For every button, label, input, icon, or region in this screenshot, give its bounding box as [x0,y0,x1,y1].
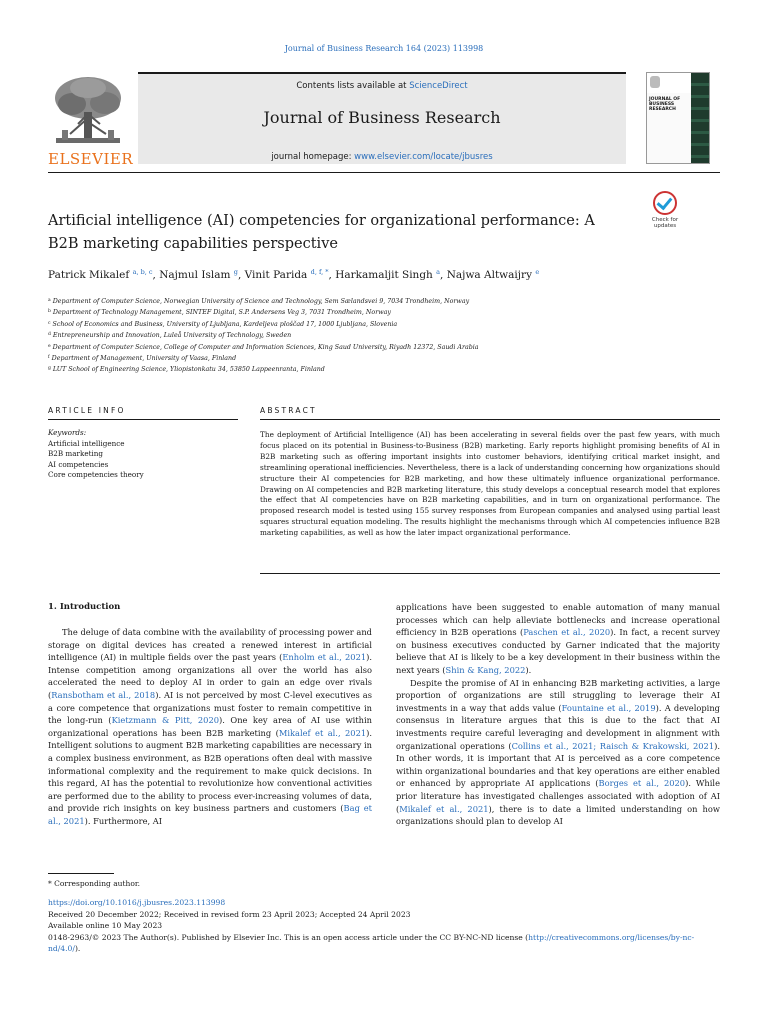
elsevier-tree-icon [50,74,126,148]
citation-link[interactable]: Bag et al., 2021 [48,803,372,826]
paragraph-text: ). Intelligent solutions to augment B2B marketing capabilities are necessary in a complex business environment, as B2B operations often deal with massive informational complexity and the requirement to make quick decisions. In this regard, AI has the potential to revolutionize how conventional activities are performed due to the ability to process ever-increasing volumes of data, and provide rich insights on key business partners and customers ( [48,727,372,814]
crossmark-icon [653,191,677,215]
paragraph-text: ). One key area of AI use within organizational operations has been B2B marketing ( [48,715,372,738]
affiliation-item: $^f$ Department of Management, University of Vaasa, Finland [48,355,237,363]
paragraph-text: ). Intense competition among organizations all over the world has also accelerated the need to deploy AI in order to gain an edge over rivals ( [48,652,373,700]
cover-stripe [691,73,709,164]
keyword: AI competencies [48,459,109,469]
front-matter [48,897,724,955]
affiliation-marker[interactable]: a [436,268,441,276]
affiliation-marker[interactable]: a, b, c [132,268,153,276]
affiliation-item: $^g$ LUT School of Engineering Science, Yliopistonkatu 34, 53850 Lappeenranta, Finland [48,366,325,374]
abstract-bottom-rule [260,573,720,574]
paper-title-line-1: Artificial intelligence (AI) competencies for organizational performance: A [48,213,595,229]
citation-link[interactable]: Fountaine et al., 2019 [561,702,656,713]
citation-link[interactable]: Ransbotham et al., 2018 [51,689,156,700]
running-head[interactable]: Journal of Business Research 164 (2023) 113998 [284,44,484,53]
elsevier-logo[interactable] [48,74,134,168]
paper-title [48,210,638,256]
paragraph [396,601,720,677]
body-column-left [48,626,372,828]
journal-title[interactable]: Journal of Business Research [263,108,501,127]
contents-line [138,81,626,91]
license-line: 0148-2963/© 2023 The Author(s). Published by Elsevier Inc. This is an open access article under the CC BY-NC-ND license (http://creativecommons.org/licenses/by-nc-nd/4.0/). [48,932,695,954]
license-link[interactable]: http://creativecommons.org/licenses/by-nc-nd/4.0/ [48,932,695,954]
masthead-rule [48,172,720,173]
paragraph-text: ). In fact, a recent survey on business executives conducted by Garner indicated that the majority believe that AI is likely to be a key development in their business within the next years ( [396,627,720,675]
homepage-prefix: journal homepage: [271,152,355,162]
abstract-text: The deployment of Artificial Intelligence (AI) has been accelerating in several fields over the past few years, with much focus placed on its potential in Business-to-Business (B2B) marketing. Early reports highlight promising benefits of AI in B2B marketing such as offering important insights into customer behaviors, identifying critical market insight, and streamlining operational inefficiencies. Nevertheless, there is a lack of understanding concerning how organizations should structure their AI competencies for B2B marketing, and how these ultimately influence organizational performance. Drawing on AI competencies and B2B marketing literature, this study develops a conceptual research model that explores the effect that AI competencies have on B2B marketing capabilities, and in turn on organizational performance. The proposed research model is tested using 155 survey responses from European companies and analysed using partial least squares structural equation modeling. The results highlight the mechanisms through which AI competencies influence B2B marketing capabilities, as well as how the later impact organizational performance. [260,430,720,538]
citation-link[interactable]: Borges et al., 2020 [598,778,686,789]
paragraph-text: ). [525,664,532,675]
crossmark-label: Check for updates [651,217,679,229]
keywords-block [48,428,238,481]
cover-title: JOURNAL OF BUSINESS RESEARCH [649,97,681,112]
affiliation-marker[interactable]: g [233,268,238,276]
affiliation-marker[interactable]: d, f, * [310,268,329,276]
paragraph-text: ). Furthermore, AI [84,815,163,826]
sciencedirect-link[interactable]: ScienceDirect [409,81,468,91]
journal-cover-thumbnail[interactable] [646,72,710,164]
paragraph-text: ). AI is not perceived by most C-level executives as a core competence that organizations must foster to remain competitive in the long-run ( [48,689,372,726]
affiliation-list [48,296,728,376]
received-dates: Received 20 December 2022; Received in revised form 23 April 2023; Accepted 24 April 2023 [48,909,411,919]
affiliation-item: $^d$ Entrepreneurship and Innovation, Luleå University of Technology, Sweden [48,332,292,340]
citation-link[interactable]: Mikalef et al., 2021 [278,727,367,738]
contents-prefix: Contents lists available at [296,81,410,91]
citation-link[interactable]: Kietzmann & Pitt, 2020 [111,715,220,726]
article-info-rule [48,419,238,420]
affiliation-item: $^c$ School of Economics and Business, University of Ljubljana, Kardeljeva ploščad 17, 1000 Ljubljana, Slovenia [48,320,398,328]
paragraph [48,626,372,828]
footnote-rule [48,873,114,874]
affiliation-marker[interactable]: e [535,268,540,276]
available-online: Available online 10 May 2023 [48,921,163,931]
elsevier-wordmark: ELSEVIER [48,150,134,168]
body-column-right [396,601,720,828]
homepage-line [138,152,626,162]
citation-link[interactable]: Collins et al., 2021; Raisch & Krakowski, 2021 [511,740,715,751]
author[interactable]: Harkamaljit Singh $^a$, [335,268,447,281]
masthead [48,70,720,166]
journal-homepage-link[interactable]: www.elsevier.com/locate/jbusres [354,152,493,162]
introduction-heading: 1. Introduction [48,602,121,612]
masthead-banner [138,72,626,164]
author[interactable]: Vinit Parida $^{d, f, *}$, [244,268,336,281]
paragraph-text: The deluge of data combine with the availability of processing power and storage on digital devices has created a renewed interest in artificial intelligence (AI) in multiple fields over the past years ( [48,627,372,663]
author[interactable]: Patrick Mikalef $^{a, b, c}$, [48,268,160,281]
keyword: B2B marketing [48,449,103,458]
author[interactable]: Najwa Altwaijry $^e$ [446,268,540,281]
paragraph [396,677,720,828]
author-list [48,268,728,281]
paragraph-text: ), there is to date a limited understanding on how organizations should plan to develop AI [396,803,720,827]
citation-link[interactable]: Shin & Kang, 2022 [445,664,526,675]
keywords-label: Keywords: [48,428,87,437]
crossmark-button[interactable] [644,191,686,233]
affiliation-item: $^e$ Department of Computer Science, College of Computer and Information Sciences, King Saud University, Riyadh 12372, Saudi Arabia [48,343,479,351]
cover-tree-icon [650,76,660,88]
keyword: Core competencies theory [48,470,144,479]
author[interactable]: Najmul Islam $^g$, [159,268,245,281]
citation-link[interactable]: Enholm et al., 2021 [282,652,367,663]
citation-link[interactable]: Mikalef et al., 2021 [399,803,489,814]
abstract-heading: ABSTRACT [260,406,317,415]
citation-link[interactable]: Paschen et al., 2020 [523,627,611,638]
affiliation-item: $^b$ Department of Technology Management, SINTEF Digital, S.P. Andersens Veg 3, 7031 Trondheim, Norway [48,309,391,317]
affiliation-item: $^a$ Department of Computer Science, Norwegian University of Science and Technology, Sem Sælandsvei 9, 7034 Trondheim, Norway [48,298,470,305]
paragraph-text: applications have been suggested to enable automation of many manual processes which can help alleviate bottlenecks and increase operational efficiency in B2B operations ( [396,602,720,638]
doi-link[interactable]: https://doi.org/10.1016/j.jbusres.2023.113998 [48,898,226,907]
paragraph-text: ). In other words, it is important that AI is perceived as a core competence within organizational boundaries and that key operations are either enabled or enhanced by appropriate AI applications ( [396,740,720,789]
paper-title-line-2: B2B marketing capabilities perspective [48,236,338,252]
paragraph-text: ). While prior literature has investigated challenges associated with adoption of AI ( [396,778,720,814]
article-info-heading: ARTICLE INFO [48,406,126,415]
keyword: Artificial intelligence [48,438,125,448]
paragraph-text: ). A developing consensus in literature argues that this is due to the fact that AI investments require careful leveraging and development in alignment with organizational operations ( [396,702,720,751]
abstract-top-rule [260,419,720,420]
paragraph-text: Despite the promise of AI in enhancing B2B marketing activities, a large proportion of organizations are still struggling to leverage their AI investments in a way that adds value ( [396,677,720,713]
corresponding-author-note: * Corresponding author. [48,879,141,888]
